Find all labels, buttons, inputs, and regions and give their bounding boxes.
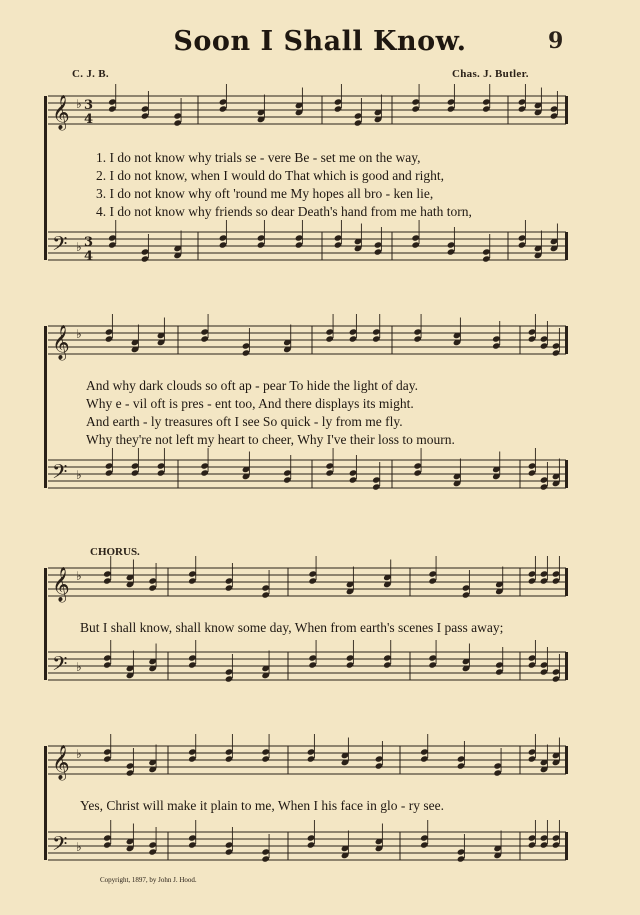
flat-icon: ♭ bbox=[76, 97, 82, 111]
bass-clef-icon: 𝄢 bbox=[52, 832, 68, 860]
bass-clef-icon: 𝄢 bbox=[52, 460, 68, 488]
system-bracket bbox=[44, 96, 47, 260]
treble-clef-icon: 𝄞 bbox=[52, 325, 70, 360]
words-author: C. J. B. bbox=[72, 68, 109, 80]
verse-3-line-1: 3. I do not know why oft 'round me My hopes all bro - ken lie, bbox=[96, 186, 434, 201]
final-barline bbox=[565, 460, 568, 488]
flat-icon: ♭ bbox=[76, 840, 82, 854]
verse-1-line-2: And why dark clouds so oft ap - pear To hide the light of day. bbox=[86, 378, 418, 393]
final-barline bbox=[565, 96, 568, 124]
chorus-line-2: Yes, Christ will make it plain to me, When I his face in glo - ry see. bbox=[80, 798, 444, 813]
music-composer: Chas. J. Butler. bbox=[452, 68, 529, 80]
treble-clef-icon: 𝄞 bbox=[52, 567, 70, 602]
bass-clef-icon: 𝄢 bbox=[52, 232, 68, 260]
flat-icon: ♭ bbox=[76, 468, 82, 482]
system-bracket bbox=[44, 568, 47, 680]
flat-icon: ♭ bbox=[76, 240, 82, 254]
verse-2-line-2: Why e - vil oft is pres - ent too, And there displays its might. bbox=[86, 396, 414, 411]
flat-icon: ♭ bbox=[76, 569, 82, 583]
final-barline bbox=[565, 326, 568, 354]
final-barline bbox=[565, 832, 568, 860]
time-signature-bottom: 4 bbox=[84, 112, 94, 127]
verse-2-line-1: 2. I do not know, when I would do That which is good and right, bbox=[96, 168, 444, 183]
final-barline bbox=[565, 652, 568, 680]
flat-icon: ♭ bbox=[76, 747, 82, 761]
time-signature-top: 3 bbox=[84, 235, 94, 250]
flat-icon: ♭ bbox=[76, 327, 82, 341]
copyright-notice: Copyright, 1897, by John J. Hood. bbox=[100, 876, 197, 884]
system-bracket bbox=[44, 746, 47, 860]
treble-clef-icon: 𝄞 bbox=[52, 95, 70, 130]
time-signature-top: 3 bbox=[84, 98, 94, 113]
verse-1-line-1: 1. I do not know why trials se - vere Be - set me on the way, bbox=[96, 150, 421, 165]
bass-clef-icon: 𝄢 bbox=[52, 652, 68, 680]
hymn-title: Soon I Shall Know. bbox=[173, 26, 467, 57]
chorus-line-1: But I shall know, shall know some day, When from earth's scenes I pass away; bbox=[80, 620, 504, 635]
treble-clef-icon: 𝄞 bbox=[52, 745, 70, 780]
final-barline bbox=[565, 746, 568, 774]
verse-4-line-2: Why they're not left my heart to cheer, Why I've their loss to mourn. bbox=[86, 432, 455, 447]
time-signature-bottom: 4 bbox=[84, 249, 94, 264]
verse-3-line-2: And earth - ly treasures oft I see So quick - ly from me fly. bbox=[86, 414, 403, 429]
system-bracket bbox=[44, 326, 47, 488]
final-barline bbox=[565, 568, 568, 596]
page-number: 9 bbox=[548, 28, 564, 54]
flat-icon: ♭ bbox=[76, 660, 82, 674]
chorus-label: CHORUS. bbox=[90, 546, 140, 558]
final-barline bbox=[565, 232, 568, 260]
verse-4-line-1: 4. I do not know why friends so dear Death's hand from me hath torn, bbox=[96, 204, 472, 219]
